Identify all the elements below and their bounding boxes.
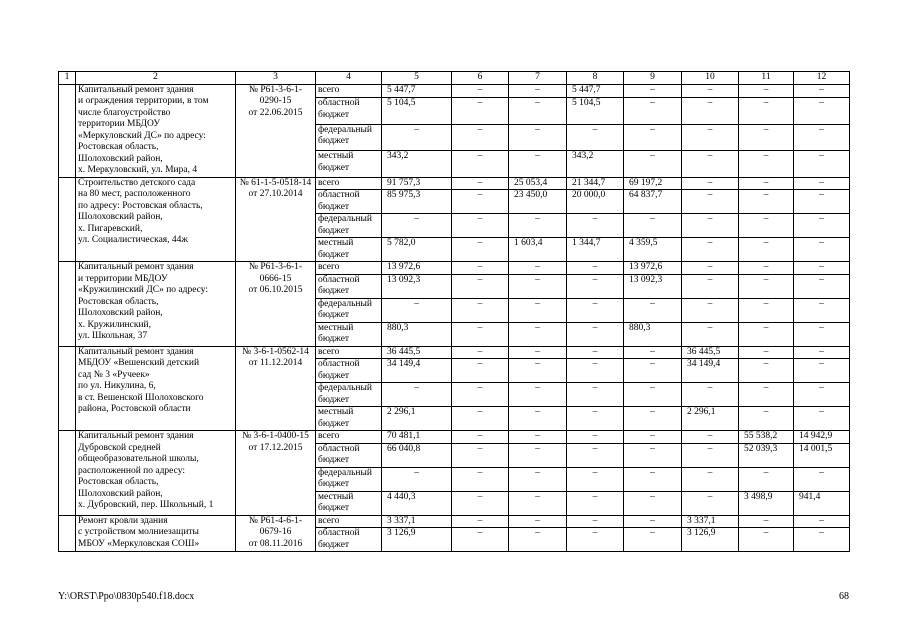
amount-cell: 5 782,0 <box>382 238 452 262</box>
amount-cell: – <box>794 98 850 124</box>
amount-cell: – <box>739 407 794 431</box>
project-document-number: № Р61-4-6-1- 0679-16 от 08.11.2016 <box>236 515 316 552</box>
column-number: 7 <box>509 72 567 85</box>
amount-cell: – <box>739 262 794 275</box>
amount-cell: – <box>739 177 794 190</box>
amount-cell: – <box>452 322 509 346</box>
amount-cell: – <box>682 298 739 322</box>
amount-cell: – <box>509 467 567 491</box>
amount-cell: – <box>509 407 567 431</box>
amount-cell: 5 447,7 <box>382 84 452 98</box>
amount-cell: – <box>452 407 509 431</box>
amount-cell: – <box>567 528 624 552</box>
funding-source: федеральный бюджет <box>316 467 382 491</box>
amount-cell: – <box>739 322 794 346</box>
amount-cell: – <box>382 383 452 407</box>
amount-cell: – <box>624 467 682 491</box>
column-number: 3 <box>236 72 316 85</box>
amount-cell: – <box>624 298 682 322</box>
project-description: Строительство детского сада на 80 мест, расположенного по адресу: Ростовская область, Шолоховский район, х. Пигаревский, ул. Социалистическая, 44ж <box>76 177 236 262</box>
amount-cell: – <box>509 359 567 383</box>
amount-cell: 941,4 <box>794 491 850 515</box>
amount-cell: – <box>682 262 739 275</box>
column-number: 5 <box>382 72 452 85</box>
project-document-number: № 3-6-1-0400-15 от 17.12.2015 <box>236 431 316 516</box>
amount-cell: – <box>794 262 850 275</box>
amount-cell: – <box>794 274 850 298</box>
amount-cell: – <box>509 298 567 322</box>
funding-source: местный бюджет <box>316 407 382 431</box>
amount-cell: – <box>624 407 682 431</box>
amount-cell: 4 440,3 <box>382 491 452 515</box>
funding-source: федеральный бюджет <box>316 383 382 407</box>
row-index-cell <box>59 84 76 177</box>
amount-cell: – <box>624 98 682 124</box>
amount-cell: – <box>682 177 739 190</box>
row-index-cell <box>59 346 76 431</box>
amount-cell: – <box>624 491 682 515</box>
amount-cell: 55 538,2 <box>739 431 794 444</box>
funding-source: местный бюджет <box>316 491 382 515</box>
amount-cell: – <box>567 298 624 322</box>
amount-cell: – <box>567 383 624 407</box>
amount-cell: – <box>567 359 624 383</box>
amount-cell: – <box>682 238 739 262</box>
project-document-number: № Р61-3-6-1- 0290-15 от 22.06.2015 <box>236 84 316 177</box>
amount-cell: – <box>567 407 624 431</box>
page-number: 68 <box>839 591 849 602</box>
amount-cell: – <box>794 383 850 407</box>
amount-cell: – <box>509 443 567 467</box>
amount-cell: – <box>739 515 794 528</box>
amount-cell: – <box>682 124 739 150</box>
amount-cell: – <box>682 322 739 346</box>
amount-cell: – <box>509 98 567 124</box>
column-number: 1 <box>59 72 76 85</box>
amount-cell: – <box>682 383 739 407</box>
amount-cell: 880,3 <box>382 322 452 346</box>
amount-cell: – <box>794 322 850 346</box>
amount-cell: – <box>794 151 850 177</box>
amount-cell: – <box>567 322 624 346</box>
amount-cell: – <box>624 359 682 383</box>
amount-cell: – <box>794 238 850 262</box>
amount-cell: – <box>682 98 739 124</box>
column-number: 10 <box>682 72 739 85</box>
funding-source: областной бюджет <box>316 359 382 383</box>
amount-cell: 69 197,2 <box>624 177 682 190</box>
amount-cell: – <box>509 346 567 359</box>
amount-cell: – <box>452 124 509 150</box>
row-index-cell <box>59 515 76 552</box>
amount-cell: 70 481,1 <box>382 431 452 444</box>
amount-cell: – <box>624 443 682 467</box>
amount-cell: – <box>567 262 624 275</box>
amount-cell: 5 104,5 <box>567 98 624 124</box>
amount-cell: – <box>452 84 509 98</box>
amount-cell: 34 149,4 <box>682 359 739 383</box>
project-description: Капитальный ремонт здания и ограждения территории, в том числе благоустройство территории МБДОУ «Меркуловский ДС» по адресу: Ростовская область, Шолоховский район, х. Меркуловский, ул. Мира, 4 <box>76 84 236 177</box>
project-description: Капитальный ремонт здания МБДОУ «Вешенский детский сад № 3 «Ручеек» по ул. Никулина, 6, в ст. Вешенской Шолоховского района, Ростовской области <box>76 346 236 431</box>
amount-cell: – <box>509 214 567 238</box>
amount-cell: – <box>509 528 567 552</box>
amount-cell: – <box>382 214 452 238</box>
column-number: 11 <box>739 72 794 85</box>
project-document-number: № Р61-3-6-1- 0666-15 от 06.10.2015 <box>236 262 316 347</box>
funding-source: всего <box>316 262 382 275</box>
amount-cell: – <box>739 298 794 322</box>
funding-source: областной бюджет <box>316 528 382 552</box>
project-document-number: № 3-6-1-0562-14 от 11.12.2014 <box>236 346 316 431</box>
amount-cell: – <box>509 151 567 177</box>
amount-cell: – <box>739 190 794 214</box>
amount-cell: – <box>567 124 624 150</box>
funding-source: местный бюджет <box>316 238 382 262</box>
amount-cell: – <box>509 491 567 515</box>
amount-cell: – <box>509 262 567 275</box>
amount-cell: – <box>452 491 509 515</box>
amount-cell: – <box>567 346 624 359</box>
amount-cell: – <box>794 124 850 150</box>
amount-cell: – <box>509 431 567 444</box>
amount-cell: – <box>682 190 739 214</box>
budget-table <box>58 71 850 552</box>
amount-cell: 25 053,4 <box>509 177 567 190</box>
amount-cell: – <box>682 84 739 98</box>
amount-cell: – <box>452 515 509 528</box>
amount-cell: – <box>567 515 624 528</box>
project-description: Ремонт кровли здания с устройством молниезащиты МБОУ «Меркуловская СОШ» <box>76 515 236 552</box>
amount-cell: 1 603,4 <box>509 238 567 262</box>
amount-cell: – <box>452 431 509 444</box>
amount-cell: – <box>624 151 682 177</box>
funding-source: областной бюджет <box>316 443 382 467</box>
amount-cell: – <box>682 214 739 238</box>
amount-cell: – <box>739 346 794 359</box>
amount-cell: – <box>509 383 567 407</box>
amount-cell: – <box>794 528 850 552</box>
project-description: Капитальный ремонт здания Дубровской средней общеобразовательной школы, расположенной по адресу: Ростовская область, Шолоховский район, х. Дубровский, пер. Школьный, 1 <box>76 431 236 516</box>
amount-cell: – <box>624 431 682 444</box>
amount-cell: – <box>382 467 452 491</box>
project-document-number: № 61-1-5-0518-14 от 27.10.2014 <box>236 177 316 262</box>
funding-source: всего <box>316 431 382 444</box>
amount-cell: – <box>794 359 850 383</box>
project-description: Капитальный ремонт здания и территории МБДОУ «Кружилинский ДС» по адресу: Ростовская область, Шолоховский район, х. Кружилинский, ул. Школьная, 37 <box>76 262 236 347</box>
amount-cell: 34 149,4 <box>382 359 452 383</box>
amount-cell: – <box>567 431 624 444</box>
amount-cell: – <box>624 383 682 407</box>
amount-cell: – <box>682 274 739 298</box>
amount-cell: – <box>509 84 567 98</box>
amount-cell: – <box>452 98 509 124</box>
amount-cell: – <box>567 443 624 467</box>
amount-cell: – <box>567 274 624 298</box>
column-number: 6 <box>452 72 509 85</box>
amount-cell: 13 972,6 <box>624 262 682 275</box>
amount-cell: – <box>624 515 682 528</box>
amount-cell: – <box>452 383 509 407</box>
amount-cell: 52 039,3 <box>739 443 794 467</box>
file-path: Y:\ORST\Ppo\0830p540.f18.docx <box>58 591 195 602</box>
amount-cell: 4 359,5 <box>624 238 682 262</box>
amount-cell: 64 837,7 <box>624 190 682 214</box>
amount-cell: – <box>682 491 739 515</box>
column-number: 12 <box>794 72 850 85</box>
amount-cell: – <box>452 274 509 298</box>
amount-cell: – <box>452 528 509 552</box>
amount-cell: – <box>624 346 682 359</box>
amount-cell: 3 126,9 <box>682 528 739 552</box>
amount-cell: 1 344,7 <box>567 238 624 262</box>
amount-cell: – <box>452 298 509 322</box>
amount-cell: – <box>739 98 794 124</box>
table-row <box>59 177 850 190</box>
amount-cell: – <box>794 214 850 238</box>
amount-cell: 13 092,3 <box>624 274 682 298</box>
amount-cell: 36 445,5 <box>682 346 739 359</box>
amount-cell: – <box>682 431 739 444</box>
amount-cell: – <box>794 467 850 491</box>
funding-source: всего <box>316 84 382 98</box>
amount-cell: 66 040,8 <box>382 443 452 467</box>
amount-cell: – <box>624 528 682 552</box>
amount-cell: – <box>739 359 794 383</box>
column-number: 9 <box>624 72 682 85</box>
funding-source: всего <box>316 346 382 359</box>
amount-cell: – <box>794 177 850 190</box>
amount-cell: – <box>452 190 509 214</box>
amount-cell: – <box>452 346 509 359</box>
funding-source: всего <box>316 177 382 190</box>
amount-cell: 343,2 <box>567 151 624 177</box>
table-row <box>59 262 850 275</box>
amount-cell: 5 447,7 <box>567 84 624 98</box>
amount-cell: – <box>739 84 794 98</box>
funding-source: местный бюджет <box>316 322 382 346</box>
amount-cell: – <box>567 491 624 515</box>
amount-cell: 13 092,3 <box>382 274 452 298</box>
table-row <box>59 431 850 444</box>
amount-cell: – <box>509 515 567 528</box>
amount-cell: 3 337,1 <box>682 515 739 528</box>
amount-cell: 14 001,5 <box>794 443 850 467</box>
funding-source: всего <box>316 515 382 528</box>
amount-cell: – <box>739 151 794 177</box>
amount-cell: – <box>452 238 509 262</box>
funding-source: областной бюджет <box>316 98 382 124</box>
funding-source: областной бюджет <box>316 274 382 298</box>
amount-cell: – <box>794 407 850 431</box>
column-number: 8 <box>567 72 624 85</box>
amount-cell: 3 498,9 <box>739 491 794 515</box>
amount-cell: 85 975,3 <box>382 190 452 214</box>
amount-cell: – <box>452 443 509 467</box>
funding-source: федеральный бюджет <box>316 214 382 238</box>
funding-source: федеральный бюджет <box>316 124 382 150</box>
amount-cell: – <box>739 124 794 150</box>
amount-cell: – <box>452 177 509 190</box>
amount-cell: – <box>682 467 739 491</box>
amount-cell: 91 757,3 <box>382 177 452 190</box>
amount-cell: – <box>739 274 794 298</box>
amount-cell: – <box>567 467 624 491</box>
amount-cell: 14 942,9 <box>794 431 850 444</box>
amount-cell: – <box>452 151 509 177</box>
amount-cell: – <box>739 528 794 552</box>
amount-cell: – <box>382 124 452 150</box>
amount-cell: – <box>682 443 739 467</box>
amount-cell: 343,2 <box>382 151 452 177</box>
amount-cell: – <box>794 190 850 214</box>
amount-cell: – <box>682 151 739 177</box>
amount-cell: 2 296,1 <box>682 407 739 431</box>
amount-cell: – <box>739 238 794 262</box>
table-row <box>59 515 850 528</box>
amount-cell: – <box>624 214 682 238</box>
amount-cell: – <box>624 84 682 98</box>
column-number: 4 <box>316 72 382 85</box>
amount-cell: – <box>452 359 509 383</box>
amount-cell: 20 000,0 <box>567 190 624 214</box>
amount-cell: 880,3 <box>624 322 682 346</box>
amount-cell: – <box>794 346 850 359</box>
amount-cell: 2 296,1 <box>382 407 452 431</box>
row-index-cell <box>59 431 76 516</box>
amount-cell: 21 344,7 <box>567 177 624 190</box>
amount-cell: – <box>509 322 567 346</box>
funding-source: федеральный бюджет <box>316 298 382 322</box>
amount-cell: – <box>794 298 850 322</box>
table-row <box>59 346 850 359</box>
funding-source: областной бюджет <box>316 190 382 214</box>
amount-cell: 23 450,0 <box>509 190 567 214</box>
column-number-row <box>59 72 850 85</box>
amount-cell: – <box>382 298 452 322</box>
amount-cell: – <box>794 84 850 98</box>
row-index-cell <box>59 177 76 262</box>
amount-cell: 36 445,5 <box>382 346 452 359</box>
table-row <box>59 84 850 98</box>
column-number: 2 <box>76 72 236 85</box>
amount-cell: 3 337,1 <box>382 515 452 528</box>
amount-cell: – <box>452 214 509 238</box>
funding-source: местный бюджет <box>316 151 382 177</box>
amount-cell: – <box>624 124 682 150</box>
amount-cell: – <box>509 124 567 150</box>
row-index-cell <box>59 262 76 347</box>
amount-cell: 13 972,6 <box>382 262 452 275</box>
amount-cell: – <box>739 383 794 407</box>
amount-cell: – <box>567 214 624 238</box>
amount-cell: – <box>794 515 850 528</box>
amount-cell: – <box>509 274 567 298</box>
amount-cell: – <box>739 214 794 238</box>
amount-cell: 5 104,5 <box>382 98 452 124</box>
amount-cell: 3 126,9 <box>382 528 452 552</box>
amount-cell: – <box>452 262 509 275</box>
amount-cell: – <box>739 467 794 491</box>
amount-cell: – <box>452 467 509 491</box>
